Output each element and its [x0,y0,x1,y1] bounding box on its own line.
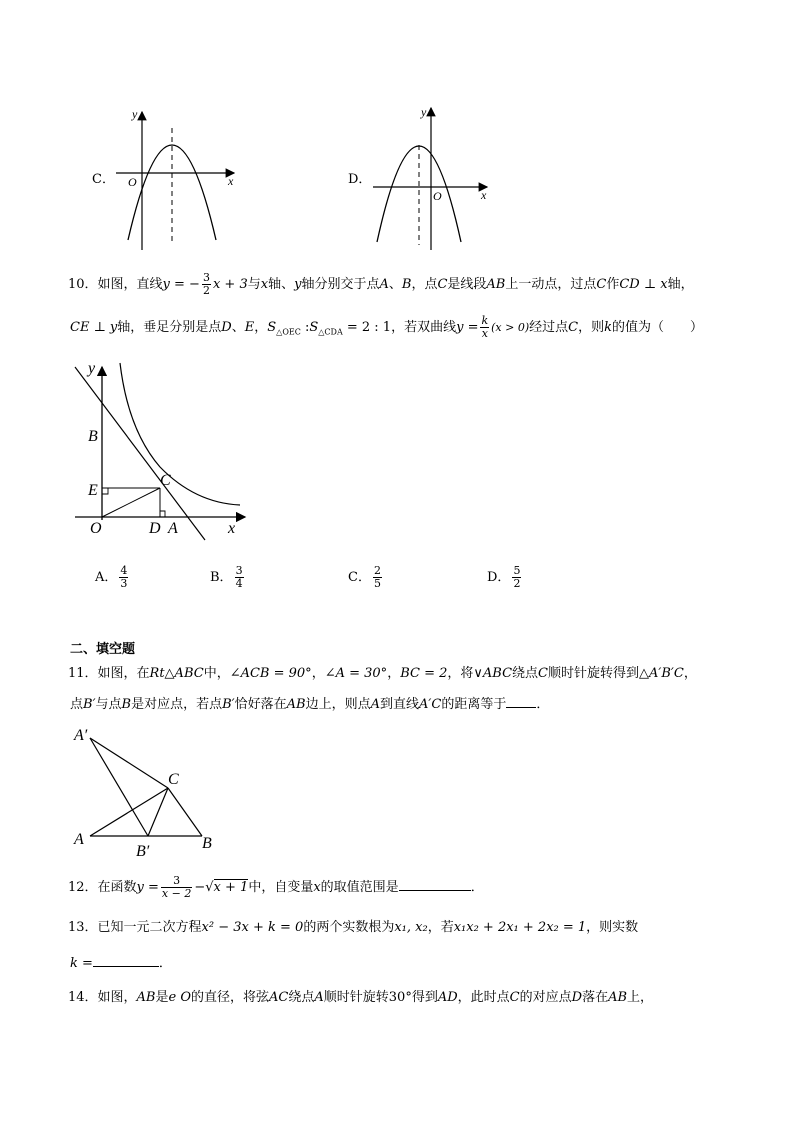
choice-b[interactable]: B． $\frac{3}{4}$ [210,564,243,590]
origin-label: O [128,175,137,189]
y-label: y [421,105,427,119]
choice-d[interactable]: D． $\frac{5}{2}$ [487,564,521,590]
label-o: O [90,520,102,537]
option-d-label: D． [348,172,372,187]
q11-line2: 点B′与点B是对应点，若点B′恰好落在AB边上，则点A到直线A′C的距离等于 ． [70,697,550,712]
label-x: x [228,520,236,537]
q10-choices [0,553,794,597]
origin-label: O [433,189,442,203]
label-b: B [88,428,98,445]
graph-option-d [365,100,495,260]
answer-blank[interactable] [399,890,471,891]
segment-apbp [90,738,148,836]
label-ap: A′ [74,727,88,744]
segment-cbp [148,788,168,836]
choice-a[interactable]: A． $\frac{4}{3}$ [95,564,128,590]
q13-line2: k = ． [70,956,172,971]
label-y: y [88,360,96,377]
hyperbola [120,363,240,505]
label-c: C [160,472,171,489]
q11-figure [68,722,228,862]
answer-blank[interactable] [506,707,536,708]
q10-line2: CE ⊥ y轴，垂足分别是点D、E，$S_{\triangle OEC}$ $:S_{\triangle CDA} = 2$ : 1，若双曲线y = $\frac{k}{x}$ (x > 0)经过点C，则k的值为（ ） [70,314,704,340]
line-ab [75,367,205,540]
label-a: A [168,520,178,537]
q13-line1: 13．已知一元二次方程x² − 3x + k = 0的两个实数根为x₁, x₂，若x₁x₂ + 2x₁ + 2x₂ = 1，则实数 [68,920,639,935]
right-angle-e [102,488,108,494]
label-c: C [168,771,179,788]
label-d: D [149,520,161,537]
q10-line1: 10．如图，直线y = − $\frac{3}{2}$ x + 3与x轴、y轴分别交于点A、B，点C是线段AB上一动点，过点C作CD ⊥ x轴， [68,271,694,297]
x-label: x [481,188,487,202]
section-title: 二、填空题 [70,642,136,657]
graph-option-c [110,100,240,260]
label-a: A [74,831,84,848]
label-b: B [202,835,212,852]
right-angle-d [160,511,165,517]
label-e: E [88,482,98,499]
segment-apc [90,738,168,788]
choice-c[interactable]: C． $\frac{2}{5}$ [348,564,381,590]
segment-cb [168,788,202,836]
q10-figure [70,355,260,545]
x-label: x [228,174,234,188]
segment-ac [90,788,168,836]
answer-blank[interactable] [93,966,159,967]
y-label: y [132,107,138,121]
label-bp: B′ [136,843,150,860]
segment-oc [102,488,160,517]
q11-line1: 11．如图，在Rt△ABC中，∠ACB = 90°，∠A = 30°，BC = 2，将∨ABC绕点C顺时针旋转得到△A′B′C， [68,666,697,681]
q12-line: 12．在函数y = $\frac{3}{x - 2}$ −√x + 1中，自变量x的取值范围是 ． [68,874,484,900]
option-c-label: C． [92,172,115,187]
q14-line1: 14．如图，AB是e O的直径，将弦AC绕点A顺时针旋转30°得到AD，此时点C的对应点D落在AB上， [68,990,654,1005]
